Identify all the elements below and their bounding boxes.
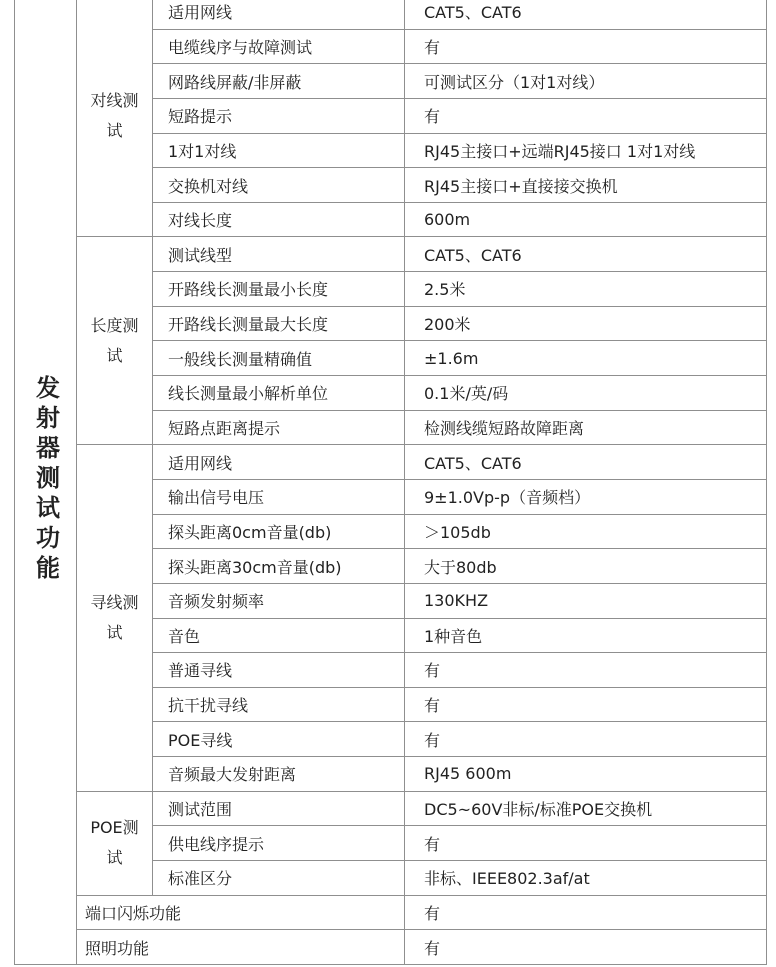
spec-value: 有 [405,687,767,722]
group-title: 长度测试 [77,237,153,445]
spec-value: 可测试区分（1对1对线） [405,64,767,99]
spec-item: 供电线序提示 [153,826,405,861]
spec-value: ＞105db [405,514,767,549]
spec-value: 130KHZ [405,583,767,618]
spec-value: 有 [405,98,767,133]
spec-item: 开路线长测量最大长度 [153,306,405,341]
spec-item: 开路线长测量最小长度 [153,272,405,307]
spec-value: 600m [405,202,767,237]
group-title: 对线测试 [77,0,153,237]
spec-value: CAT5、CAT6 [405,445,767,480]
table-row [15,930,767,965]
spec-item: 标准区分 [153,861,405,896]
group-title: POE测试 [77,791,153,895]
spec-value: 大于80db [405,549,767,584]
feature-value: 有 [405,930,767,965]
spec-item: 一般线长测量精确值 [153,341,405,376]
spec-value: 2.5米 [405,272,767,307]
spec-value: RJ45主接口+远端RJ45接口 1对1对线 [405,133,767,168]
spec-value: CAT5、CAT6 [405,0,767,29]
spec-value: 有 [405,722,767,757]
spec-table [14,0,767,965]
spec-item: 普通寻线 [153,653,405,688]
feature-item: 照明功能 [77,930,405,965]
spec-item: 探头距离30cm音量(db) [153,549,405,584]
spec-item: 适用网线 [153,445,405,480]
spec-table-body [15,0,767,965]
spec-value: ±1.6m [405,341,767,376]
table-row [15,791,767,826]
spec-value: CAT5、CAT6 [405,237,767,272]
spec-item: 音频发射频率 [153,583,405,618]
spec-item: 电缆线序与故障测试 [153,29,405,64]
spec-item: 1对1对线 [153,133,405,168]
spec-value: 有 [405,826,767,861]
group-title: 寻线测试 [77,445,153,791]
spec-item: 适用网线 [153,0,405,29]
spec-value: 检测线缆短路故障距离 [405,410,767,445]
spec-item: POE寻线 [153,722,405,757]
spec-value: 200米 [405,306,767,341]
spec-item: 对线长度 [153,202,405,237]
spec-value: 9±1.0Vp-p（音频档） [405,479,767,514]
spec-item: 交换机对线 [153,168,405,203]
spec-value: DC5~60V非标/标准POE交换机 [405,791,767,826]
spec-item: 测试范围 [153,791,405,826]
spec-item: 抗干扰寻线 [153,687,405,722]
table-row [15,237,767,272]
spec-value: 有 [405,653,767,688]
table-row [15,895,767,930]
spec-item: 输出信号电压 [153,479,405,514]
spec-value: 非标、IEEE802.3af/at [405,861,767,896]
spec-item: 测试线型 [153,237,405,272]
spec-value: 1种音色 [405,618,767,653]
spec-item: 线长测量最小解析单位 [153,376,405,411]
table-row [15,445,767,480]
spec-item: 网路线屏蔽/非屏蔽 [153,64,405,99]
feature-value: 有 [405,895,767,930]
table-row [15,0,767,29]
spec-value: 0.1米/英/码 [405,376,767,411]
spec-value: RJ45 600m [405,757,767,792]
spec-value: 有 [405,29,767,64]
feature-item: 端口闪烁功能 [77,895,405,930]
spec-item: 短路提示 [153,98,405,133]
spec-value: RJ45主接口+直接接交换机 [405,168,767,203]
spec-item: 音频最大发射距离 [153,757,405,792]
spec-item: 探头距离0cm音量(db) [153,514,405,549]
section-title: 发射器测试功能 [15,0,77,965]
spec-item: 音色 [153,618,405,653]
spec-item: 短路点距离提示 [153,410,405,445]
